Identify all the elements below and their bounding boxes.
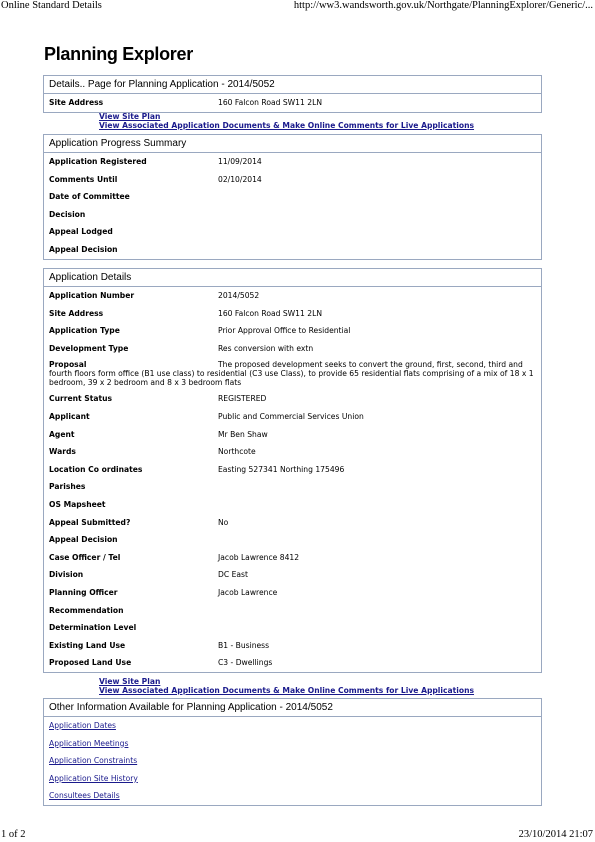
comments-until-row bbox=[44, 171, 541, 189]
development-type-label: Development Type bbox=[49, 343, 129, 353]
case-officer-tel-value: Jacob Lawrence 8412 bbox=[218, 552, 300, 562]
comments-until-label: Comments Until bbox=[49, 174, 118, 184]
site-address-label: Site Address bbox=[49, 98, 104, 107]
other-info-box bbox=[43, 698, 542, 806]
application-box bbox=[43, 268, 542, 673]
planning-officer-value: Jacob Lawrence bbox=[218, 587, 278, 597]
division-row bbox=[44, 566, 541, 584]
links-top bbox=[99, 113, 474, 130]
appeal-lodged-row bbox=[44, 223, 541, 241]
application-registered-value: 11/09/2014 bbox=[218, 157, 262, 166]
recommendation-row bbox=[44, 602, 541, 620]
existing-land-use-label: Existing Land Use bbox=[49, 640, 126, 650]
decision-row bbox=[44, 206, 541, 224]
print-header bbox=[0, 0, 595, 14]
proposal-row bbox=[44, 357, 541, 390]
comments-until-value: 02/10/2014 bbox=[218, 174, 262, 184]
application-registered-label: Application Registered bbox=[49, 157, 147, 166]
application-heading: Application Details bbox=[44, 269, 541, 287]
case-officer-tel-label: Case Officer / Tel bbox=[49, 552, 121, 562]
wards-value: Northcote bbox=[218, 447, 256, 457]
details-box bbox=[43, 75, 542, 113]
parishes-row bbox=[44, 478, 541, 496]
page-number: 1 of 2 bbox=[1, 829, 26, 840]
progress-box bbox=[43, 134, 542, 260]
appeal-decision-row bbox=[44, 531, 541, 549]
proposed-land-use-label: Proposed Land Use bbox=[49, 658, 132, 668]
development-type-value: Res conversion with extn bbox=[218, 343, 314, 353]
agent-label: Agent bbox=[49, 429, 75, 439]
current-status-value: REGISTERED bbox=[218, 394, 267, 404]
date-of-committee-row bbox=[44, 188, 541, 206]
application-constraints-link[interactable]: Application Constraints bbox=[49, 756, 138, 766]
view-documents-link-bottom[interactable]: View Associated Application Documents & Make Online Comments for Live Applications bbox=[99, 685, 475, 695]
division-label: Division bbox=[49, 570, 84, 580]
proposal-value: The proposed development seeks to convert the ground, first, second, third and fourth floors form office (B1 use class) to residential (C3 use Class), to provide 65 residential flats comprising of a mix of 18 x 1 bedroom, 39 x 2 bedroom and 8 x 3 bedroom flats bbox=[49, 360, 534, 388]
development-type-row bbox=[44, 340, 541, 358]
recommendation-label: Recommendation bbox=[49, 605, 124, 615]
print-footer bbox=[0, 829, 595, 842]
application-meetings-link[interactable]: Application Meetings bbox=[49, 738, 129, 748]
application-type-label: Application Type bbox=[49, 326, 120, 336]
planning-officer-row bbox=[44, 584, 541, 602]
division-value: DC East bbox=[218, 570, 248, 580]
print-page-title: Online Standard Details bbox=[1, 0, 102, 11]
view-documents-link[interactable]: View Associated Application Documents & Make Online Comments for Live Applications bbox=[99, 120, 475, 130]
application-site-history-link[interactable]: Application Site History bbox=[49, 773, 138, 783]
view-site-plan-link-bottom[interactable]: View Site Plan bbox=[99, 677, 161, 686]
applicant-row bbox=[44, 408, 541, 426]
appeal-submitted-value: No bbox=[218, 517, 229, 527]
location-co-ordinates-label: Location Co ordinates bbox=[49, 464, 143, 474]
decision-label: Decision bbox=[49, 209, 86, 219]
determination-level-label: Determination Level bbox=[49, 623, 137, 633]
application-type-row bbox=[44, 322, 541, 340]
appeal-submitted-row bbox=[44, 514, 541, 532]
case-officer-tel-row bbox=[44, 549, 541, 567]
site-address-row bbox=[44, 305, 541, 323]
print-page-url: http://ww3.wandsworth.gov.uk/Northgate/PlanningExplorer/Generic/... bbox=[293, 0, 593, 11]
appeal-decision-label: Appeal Decision bbox=[49, 535, 118, 545]
location-co-ordinates-row bbox=[44, 461, 541, 479]
current-status-label: Current Status bbox=[49, 394, 113, 404]
planning-officer-label: Planning Officer bbox=[49, 587, 118, 597]
site-address-value: 160 Falcon Road SW11 2LN bbox=[218, 98, 323, 107]
determination-level-row bbox=[44, 619, 541, 637]
existing-land-use-row bbox=[44, 637, 541, 655]
existing-land-use-value: B1 - Business bbox=[218, 640, 270, 650]
appeal-lodged-label: Appeal Lodged bbox=[49, 227, 113, 237]
appeal-submitted-label: Appeal Submitted? bbox=[49, 517, 131, 527]
print-datetime: 23/10/2014 21:07 bbox=[518, 829, 593, 840]
progress-heading: Application Progress Summary bbox=[44, 134, 541, 153]
site-address-row bbox=[44, 94, 541, 112]
location-co-ordinates-value: Easting 527341 Northing 175496 bbox=[218, 464, 345, 474]
parishes-label: Parishes bbox=[49, 482, 86, 492]
application-number-row bbox=[44, 287, 541, 305]
os-mapsheet-label: OS Mapsheet bbox=[49, 499, 106, 509]
proposed-land-use-value: C3 - Dwellings bbox=[218, 658, 273, 668]
page-title: Planning Explorer bbox=[44, 44, 193, 64]
application-type-value: Prior Approval Office to Residential bbox=[218, 326, 351, 336]
consultees-details-link[interactable]: Consultees Details bbox=[49, 791, 120, 801]
proposal-label: Proposal bbox=[49, 360, 87, 370]
agent-value: Mr Ben Shaw bbox=[218, 429, 268, 439]
site-address-label: Site Address bbox=[49, 308, 104, 318]
os-mapsheet-row bbox=[44, 496, 541, 514]
appeal-decision-row bbox=[44, 241, 541, 259]
proposed-land-use-row bbox=[44, 654, 541, 672]
application-number-label: Application Number bbox=[49, 291, 135, 300]
wards-row bbox=[44, 443, 541, 461]
links-bottom bbox=[99, 678, 474, 695]
appeal-decision-label: Appeal Decision bbox=[49, 244, 118, 254]
other-info-heading: Other Information Available for Planning Application - 2014/5052 bbox=[44, 699, 541, 717]
application-registered-row bbox=[44, 153, 541, 171]
site-address-value: 160 Falcon Road SW11 2LN bbox=[218, 308, 323, 318]
application-number-value: 2014/5052 bbox=[218, 291, 260, 300]
details-heading: Details.. Page for Planning Application - 2014/5052 bbox=[44, 76, 541, 94]
wards-label: Wards bbox=[49, 447, 76, 457]
agent-row bbox=[44, 426, 541, 444]
date-of-committee-label: Date of Committee bbox=[49, 192, 130, 202]
applicant-value: Public and Commercial Services Union bbox=[218, 411, 364, 421]
view-site-plan-link[interactable]: View Site Plan bbox=[99, 112, 161, 121]
current-status-row bbox=[44, 390, 541, 408]
application-dates-link[interactable]: Application Dates bbox=[49, 721, 116, 730]
applicant-label: Applicant bbox=[49, 411, 90, 421]
